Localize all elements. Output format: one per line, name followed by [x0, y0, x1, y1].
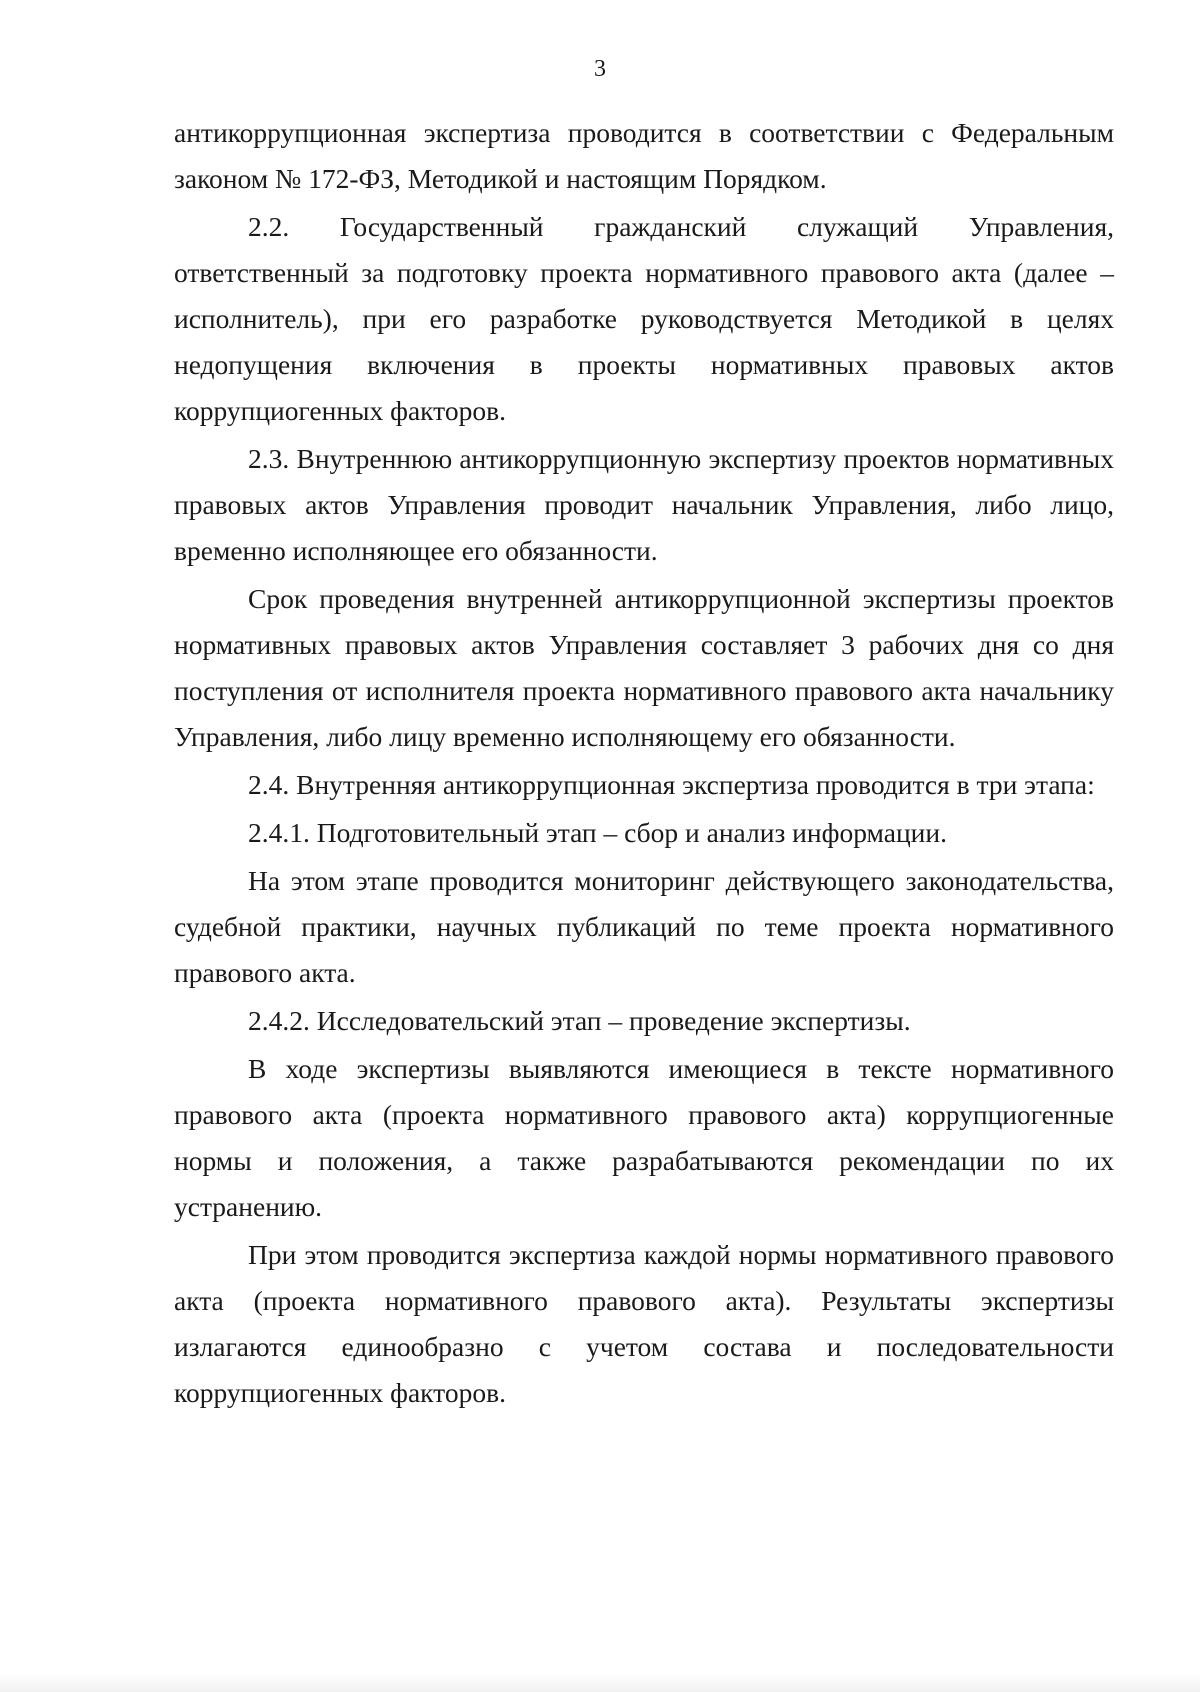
- paragraph-2-2: 2.2. Государственный гражданский служащий Управления, ответственный за подготовку проекта нормативного правового акта (далее – исполнитель), при его разработке руководствуется Методикой в целях недопущения включения в проекты нормативных правовых актов коррупциогенных факторов.: [174, 211, 1114, 426]
- page-number: 3: [594, 56, 606, 82]
- paragraph-2-4: 2.4. Внутренняя антикоррупционная экспертиза проводится в три этапа:: [248, 769, 1095, 800]
- paragraph-2-3: 2.3. Внутреннюю антикоррупционную экспертизу проектов нормативных правовых актов Управления проводит начальник Управления, либо лицо, временно исполняющее его обязанности.: [174, 443, 1114, 566]
- paragraph-2-4-2: 2.4.2. Исследовательский этап – проведение экспертизы.: [248, 1005, 911, 1036]
- paragraph-findings: В ходе экспертизы выявляются имеющиеся в тексте нормативного правового акта (проекта нормативного правового акта) коррупциогенные нормы и положения, а также разрабатываются рекомендации по их устранению.: [174, 1053, 1114, 1222]
- scan-edge-shadow: [0, 1674, 1200, 1692]
- paragraph-each-norm: При этом проводится экспертиза каждой нормы нормативного правового акта (проекта нормативного правового акта). Результаты экспертизы излагаются единообразно с учетом состава и последовательности коррупциогенных факторов.: [174, 1239, 1114, 1408]
- document-body: [174, 110, 1114, 1416]
- paragraph-review-term: Срок проведения внутренней антикоррупционной экспертизы проектов нормативных правовых актов Управления составляет 3 рабочих дня со дня поступления от исполнителя проекта нормативного правового акта начальнику Управления, либо лицу временно исполняющему его обязанности.: [174, 583, 1114, 752]
- paragraph-continuation: антикоррупционная экспертиза проводится в соответствии с Федеральным законом № 172-ФЗ, Методикой и настоящим Порядком.: [174, 117, 1114, 194]
- paragraph-monitoring: На этом этапе проводится мониторинг действующего законодательства, судебной практики, научных публикаций по теме проекта нормативного правового акта.: [174, 865, 1114, 988]
- paragraph-2-4-1: 2.4.1. Подготовительный этап – сбор и анализ информации.: [248, 817, 947, 848]
